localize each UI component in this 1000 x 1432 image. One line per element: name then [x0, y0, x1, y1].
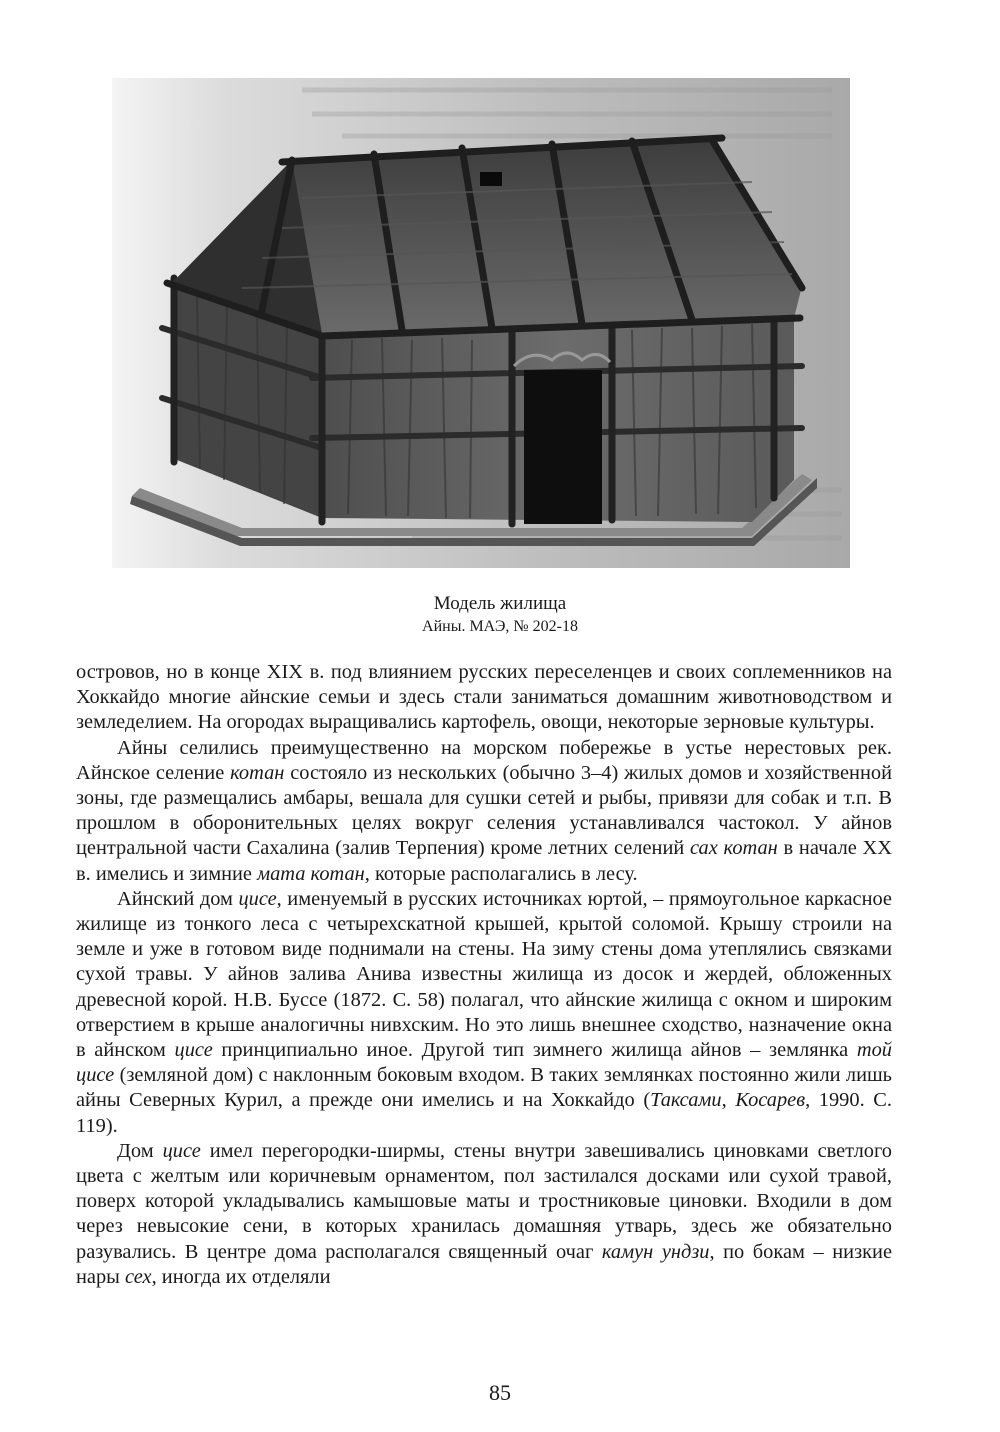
- figure-caption: [0, 592, 1000, 638]
- text-run: , которые располагались в лесу.: [364, 862, 638, 885]
- house-model-photo: [112, 78, 850, 568]
- text-run: Айнский дом: [117, 887, 239, 910]
- text-run: принципиально иное. Другой тип зимнего жилища айнов – землянка: [212, 1039, 857, 1062]
- text-run: , иногда их отделяли: [151, 1265, 331, 1288]
- italic-term: мата котан: [257, 862, 365, 885]
- text-run: Дом: [117, 1139, 163, 1162]
- page-number: 85: [489, 1380, 511, 1405]
- italic-term: цисе: [238, 887, 277, 910]
- italic-term: цисе: [174, 1039, 213, 1062]
- text-run: ,: [721, 1089, 736, 1112]
- italic-term: котан: [230, 761, 285, 784]
- italic-term: сех: [124, 1265, 152, 1288]
- body-text: [76, 660, 892, 1290]
- italic-term: камун ундзи: [601, 1240, 710, 1263]
- text-run: , 1990. С. 119).: [76, 1089, 892, 1137]
- text-run: имел перегородки-ширмы, стены внутри завешивались циновками светлого цвета с желтым или коричневым орнаментом, пол застилался досками или сухой травой, поверх которой укладывались камышовые маты и тростниковые циновки. Входили в дом через невысокие сени, в которых хранилась домашняя утварь, здесь же обязательно разувались. В центре дома располагался священный очаг: [76, 1139, 893, 1263]
- text-run: , по бокам – низкие нары: [76, 1240, 892, 1288]
- house-model-illustration: [112, 78, 850, 568]
- italic-term: Таксами: [650, 1089, 722, 1112]
- text-run: Айны селились преимущественно на морском побережье в устье нерестовых рек. Айнское селение: [76, 736, 892, 784]
- paragraph: [76, 660, 892, 736]
- text-run: (земляной дом) с наклонным боковым входом. В таких землянках постоянно жили лишь айны Северных Курил, а прежде они имелись и на Хоккайдо (: [76, 1064, 892, 1112]
- italic-term: сах котан: [690, 837, 778, 860]
- text-run: островов, но в конце XIX в. под влиянием русских переселенцев и своих соплеменников на Хоккайдо многие айнские семьи и здесь стали заниматься домашним животноводством и земледелием. На огородах выращивались картофель, овощи, некоторые зерновые культуры.: [76, 661, 892, 734]
- paragraph: [76, 736, 892, 887]
- paragraph: [76, 1139, 892, 1290]
- caption-source: Айны. МАЭ, № 202-18: [422, 618, 578, 635]
- paragraph: [76, 887, 892, 1139]
- caption-title: Модель жилища: [433, 593, 567, 614]
- italic-term: цисе: [162, 1139, 201, 1162]
- text-run: , именуемый в русских источниках юртой, – прямоугольное каркасное жилище из тонкого леса с четырехскатной крышей, крытой соломой. Крышу строили на земле и уже в готовом виде поднимали на стены. На зиму стены дома утеплялись связками сухой травы. У айнов залива Анива известны жилища из досок и жердей, обложенных древесной корой. Н.В. Буссе (1872. С. 58) полагал, что айнские жилища с окном и широким отверстием в крыше аналогичны нивхским. Но это лишь внешнее сходство, назначение окна в айнском: [76, 887, 892, 1062]
- italic-term: Косарев: [735, 1089, 806, 1112]
- italic-term: той цисе: [76, 1039, 892, 1087]
- text-run: в начале XX в. имелись и зимние: [76, 837, 892, 885]
- text-run: состояло из нескольких (обычно 3–4) жилых домов и хозяйственной зоны, где размещались амбары, вешала для сушки сетей и рыбы, привязи для собак и т.п. В прошлом в оборонительных целях вокруг селения устанавливался частокол. У айнов центральной части Сахалина (залив Терпения) кроме летних селений: [76, 761, 892, 860]
